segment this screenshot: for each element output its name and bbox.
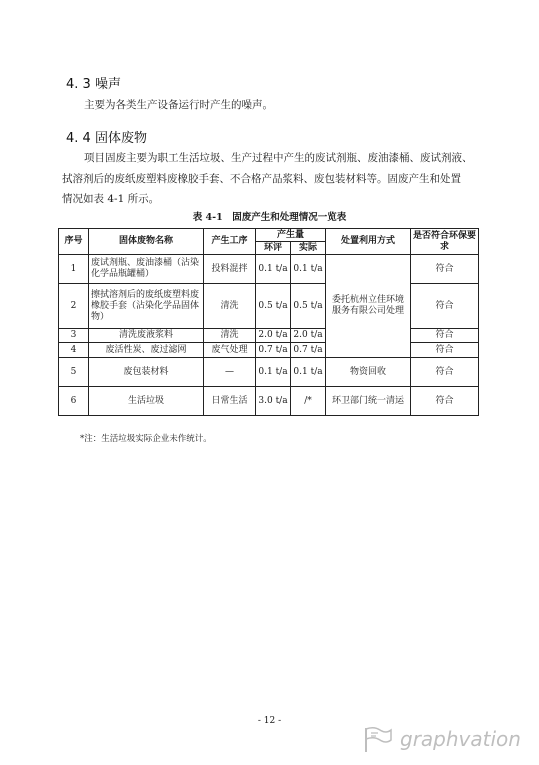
cell-eia: 3.0 t/a [256,387,291,416]
header-eia: 环评 [256,242,291,255]
cell-actual: 0.1 t/a [291,255,326,284]
cell-eia: 0.5 t/a [256,284,291,329]
watermark-text: graphvation [400,727,521,751]
solid-waste-paragraph-line: 项目固废主要为职工生活垃圾、生产过程中产生的废试剂瓶、废油漆桶、废试剂液、 [84,152,473,164]
page-number: - 12 - [257,716,282,726]
cell-compliance: 符合 [411,387,479,416]
cell-seq: 5 [59,358,89,387]
header-process: 产生工序 [204,229,256,255]
cell-compliance: 符合 [411,343,479,358]
cell-process: 清洗 [204,284,256,329]
cell-actual: 0.1 t/a [291,358,326,387]
cell-name: 生活垃圾 [89,387,204,416]
header-actual: 实际 [291,242,326,255]
noise-paragraph: 主要为各类生产设备运行时产生的噪声。 [84,99,273,111]
cell-disposal: 物资回收 [326,358,411,387]
cell-eia: 0.1 t/a [256,255,291,284]
solid-waste-paragraph-line: 情况如表 4-1 所示。 [62,193,160,205]
cell-actual: /* [291,387,326,416]
table-footnote: *注：生活垃圾实际企业未作统计。 [80,434,212,444]
header-amount: 产生量 [256,229,326,242]
cell-compliance: 符合 [411,284,479,329]
cell-compliance: 符合 [411,358,479,387]
solid-waste-table [58,228,479,416]
cell-process: — [204,358,256,387]
table-caption: 表 4-1 固废产生和处理情况一览表 [192,212,347,223]
cell-eia: 0.7 t/a [256,343,291,358]
cell-name: 清洗废液浆料 [89,329,204,343]
cell-seq: 1 [59,255,89,284]
cell-compliance: 符合 [411,329,479,343]
table-row [59,358,479,387]
cell-actual: 0.5 t/a [291,284,326,329]
table-row [59,284,479,329]
cell-actual: 0.7 t/a [291,343,326,358]
cell-name: 擦拭溶剂后的废纸废塑料废橡胶手套（沾染化学品固体物） [89,284,204,329]
header-compliance: 是否符合环保要求 [411,229,479,255]
cell-compliance: 符合 [411,255,479,284]
cell-process: 废气处理 [204,343,256,358]
cell-eia: 2.0 t/a [256,329,291,343]
cell-seq: 4 [59,343,89,358]
cell-eia: 0.1 t/a [256,358,291,387]
header-name: 固体废物名称 [89,229,204,255]
flag-logo-icon [360,724,394,754]
header-disposal: 处置利用方式 [326,229,411,255]
cell-name: 废试剂瓶、废油漆桶（沾染化学品瓶罐桶） [89,255,204,284]
header-seq: 序号 [59,229,89,255]
cell-actual: 2.0 t/a [291,329,326,343]
cell-seq: 3 [59,329,89,343]
cell-process: 投料混拌 [204,255,256,284]
cell-disposal-merged: 委托杭州立佳环境服务有限公司处理 [326,255,411,358]
watermark [360,721,530,757]
table-row [59,343,479,358]
cell-seq: 2 [59,284,89,329]
section-heading-noise: 4. 3 噪声 [66,77,121,92]
cell-disposal: 环卫部门统一清运 [326,387,411,416]
cell-seq: 6 [59,387,89,416]
table-row [59,329,479,343]
cell-name: 废包装材料 [89,358,204,387]
solid-waste-paragraph-line: 拭溶剂后的废纸废塑料废橡胶手套、不合格产品浆料、废包装材料等。固废产生和处置 [62,173,461,185]
cell-process: 日常生活 [204,387,256,416]
cell-process: 清洗 [204,329,256,343]
section-heading-solid-waste: 4. 4 固体废物 [66,131,147,146]
table-row [59,255,479,284]
table-row [59,387,479,416]
cell-name: 废活性炭、废过滤网 [89,343,204,358]
